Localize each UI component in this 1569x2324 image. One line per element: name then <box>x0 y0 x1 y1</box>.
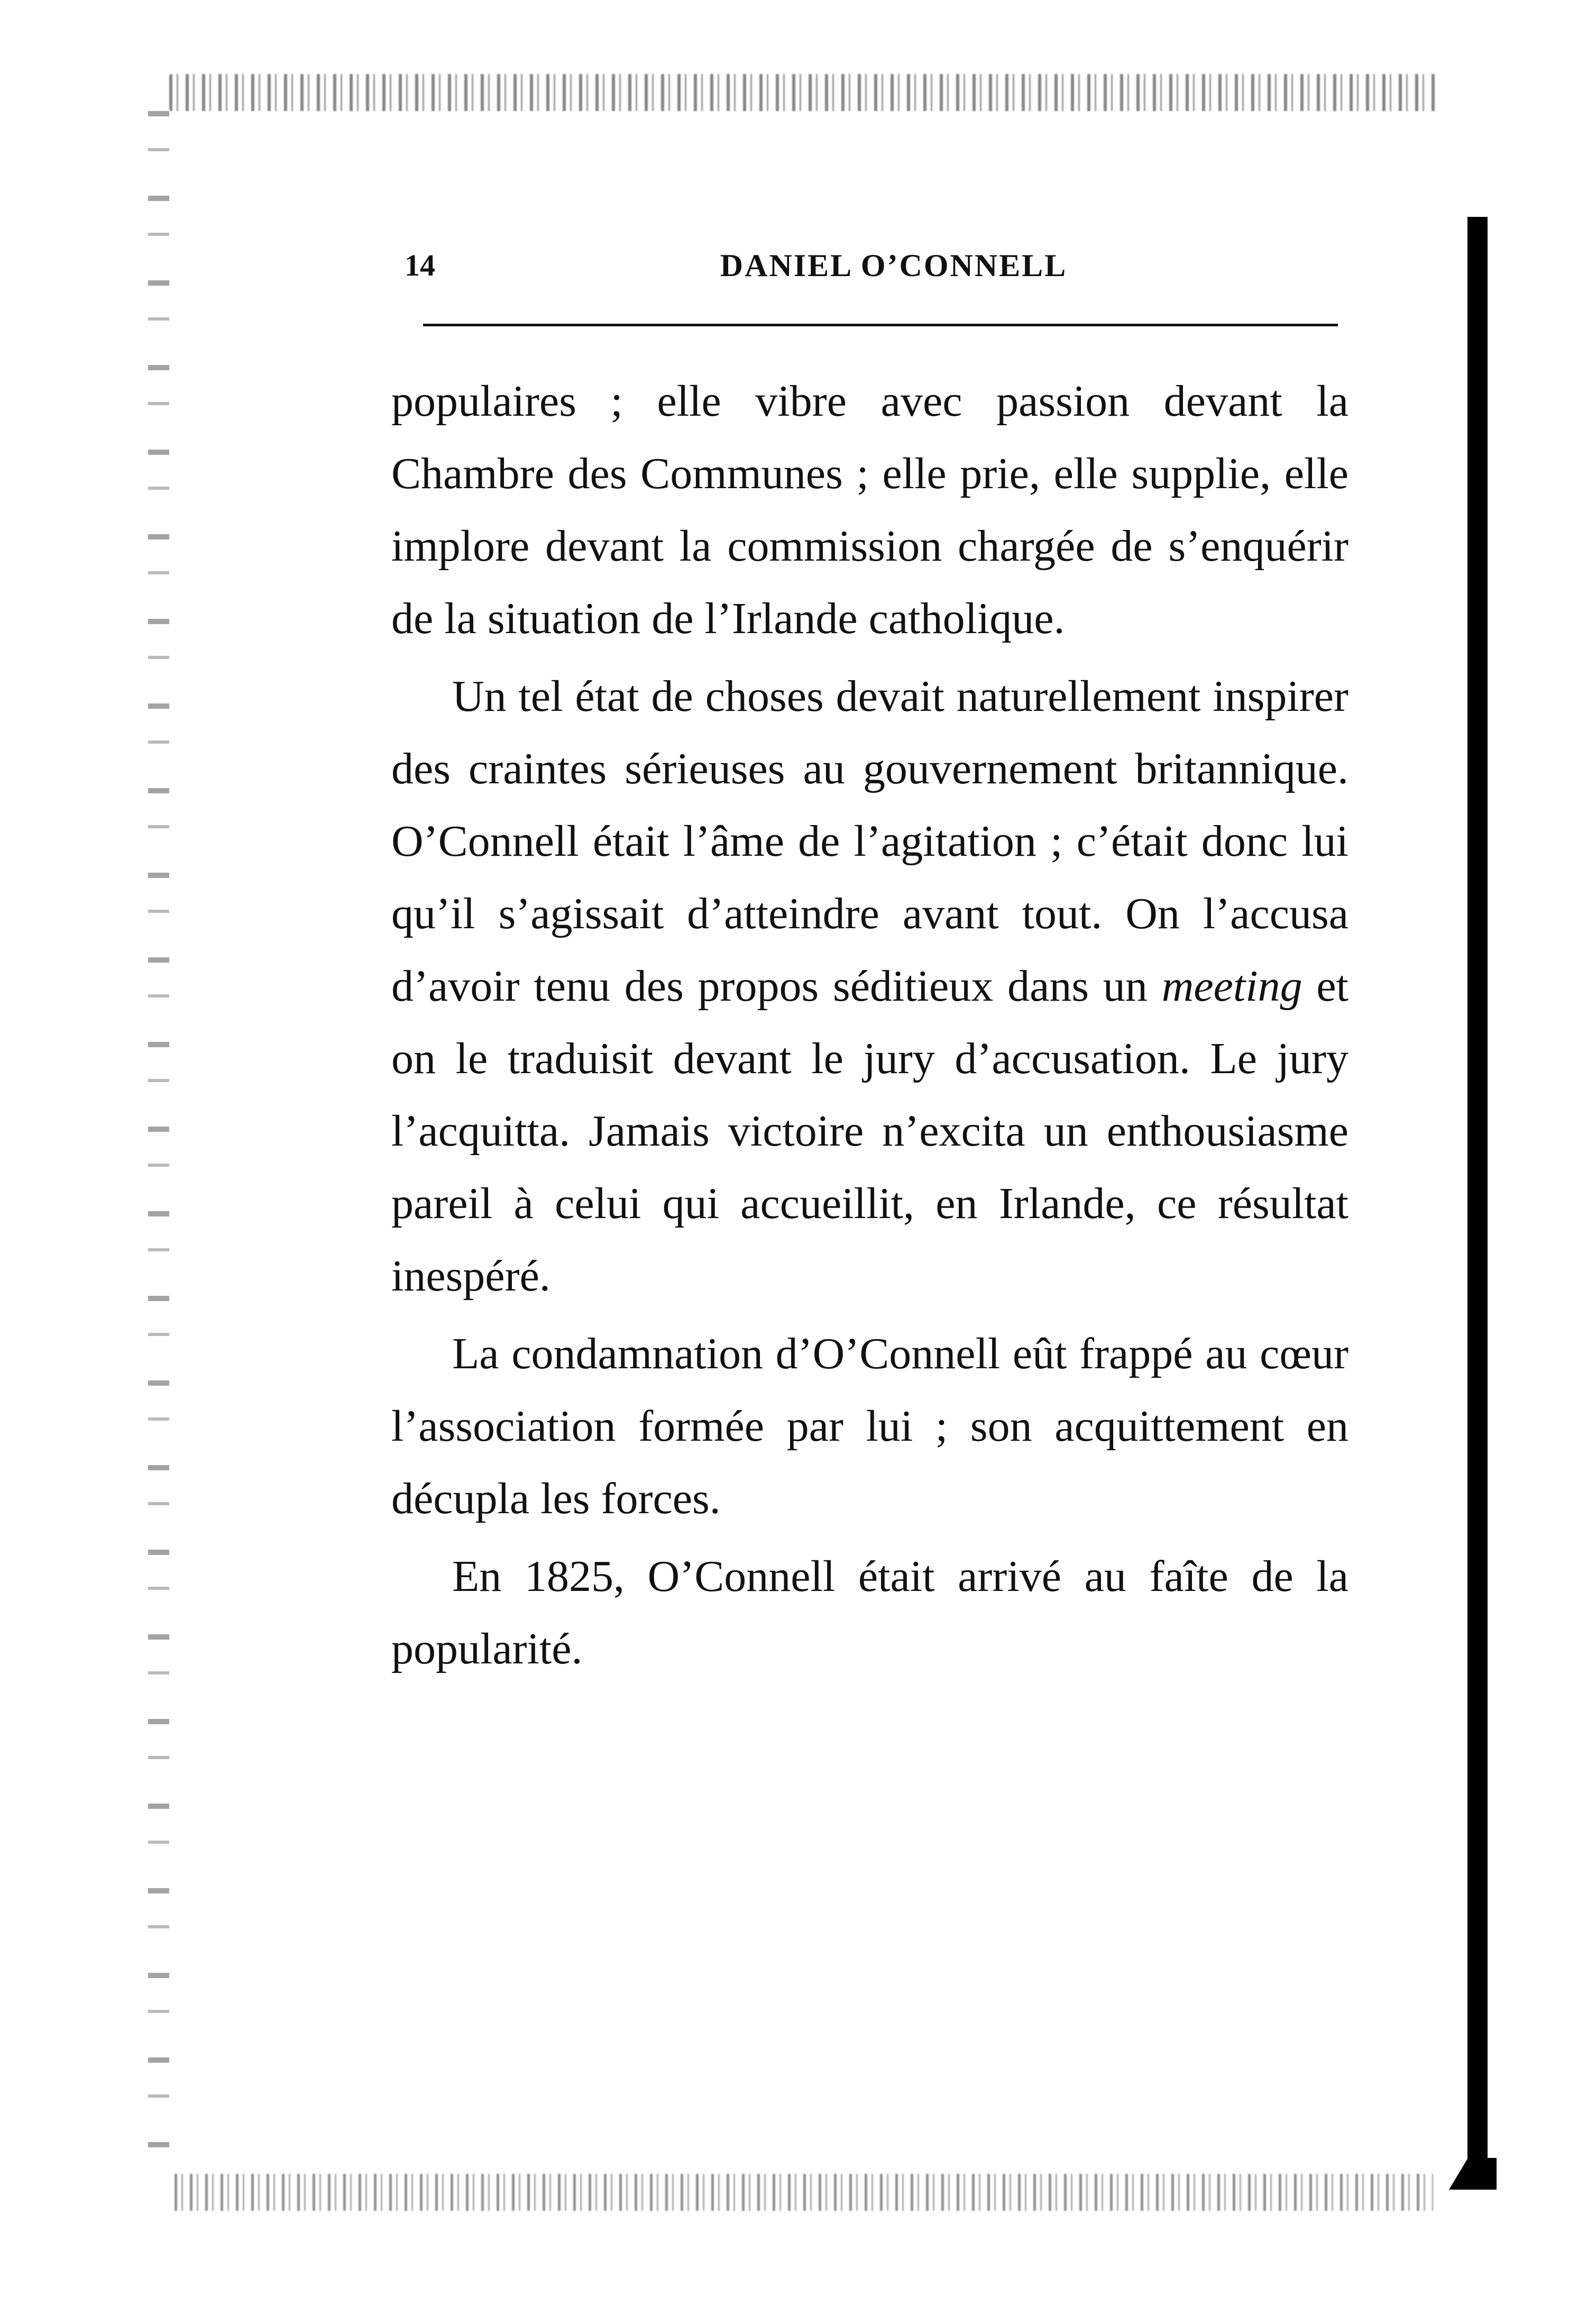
text-line: gouvernement britannique. O’Connell était <box>391 744 1349 866</box>
text-line: La condamnation d’O’Connell eût frappé <box>452 1329 1193 1378</box>
book-page <box>391 233 1349 1673</box>
text-line: Un tel état de choses devait naturelle <box>452 672 1112 721</box>
scan-edge-left <box>148 111 169 2174</box>
scan-binding-shadow <box>1467 217 1488 2174</box>
text-line: de la popularité. <box>391 1552 1349 1673</box>
text-line: l’Irlande catholique. <box>704 594 1065 643</box>
text-line: ment inspirer des craintes sérieuses au <box>391 672 1348 793</box>
paragraph-2 <box>391 660 1348 1312</box>
text-line: populaires ; elle vibre avec passion devant <box>391 377 1282 426</box>
italic-word: meeting <box>1161 962 1302 1011</box>
body-text <box>391 365 1348 1685</box>
running-head <box>391 233 1343 291</box>
scan-edge-top <box>169 74 1438 111</box>
text-line: supplie, elle implore devant la commission <box>391 449 1349 571</box>
scan-edge-bottom <box>175 2174 1433 2211</box>
text-line: acquittement en décupla les forces. <box>391 1402 1349 1523</box>
page-number: 14 <box>405 248 435 282</box>
text-line: inespéré. <box>391 1251 550 1301</box>
text-line: et on le traduisit devant le jury <box>391 962 1349 1083</box>
text-line: la Chambre des Communes ; elle prie, elle <box>391 377 1348 498</box>
text-line: En 1825, O’Connell était arrivé au faîte <box>452 1552 1228 1601</box>
paragraph-1 <box>391 365 1348 655</box>
header-rule <box>423 324 1338 326</box>
text-line: l’âme de l’agitation ; c’était donc lui qu’il <box>391 817 1349 938</box>
paragraph-4 <box>391 1540 1348 1685</box>
text-line: cusa d’avoir tenu des propos séditieux dans <box>391 889 1348 1011</box>
paragraph-3 <box>391 1317 1348 1535</box>
text-line: victoire n’excita un enthousiasme pareil à <box>391 1106 1349 1228</box>
scan-binding-shadow-cap <box>1449 2158 1497 2190</box>
running-title: DANIEL O’CONNELL <box>720 248 1068 283</box>
text-line: celui qui accueillit, en Irlande, ce résultat <box>555 1179 1349 1228</box>
text-line: d’accusation. Le jury l’acquitta. Jamais <box>391 1034 1348 1156</box>
text-line: un <box>1103 962 1162 1011</box>
text-line: au cœur l’association formée par lui ; son <box>391 1329 1349 1451</box>
text-line: s’agissait d’atteindre avant tout. On l’ac <box>498 889 1270 938</box>
text-line: chargée de s’enquérir de la situation de <box>391 521 1349 643</box>
